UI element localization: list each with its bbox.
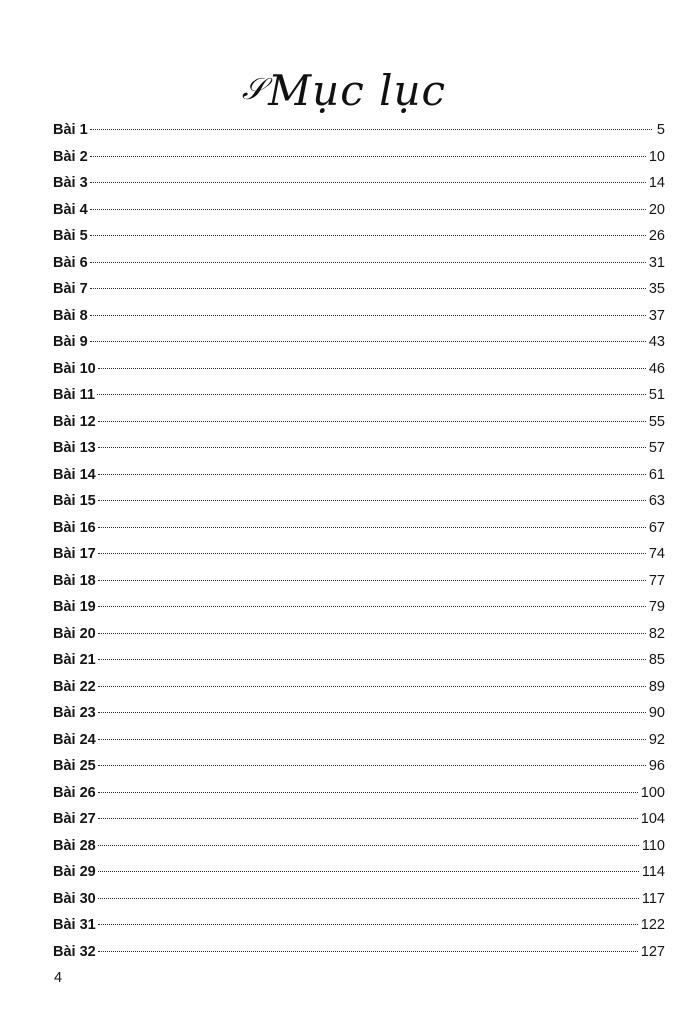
dot-leader [98,818,638,819]
toc-entry[interactable] [53,117,665,144]
toc-entry[interactable] [53,170,665,197]
dot-leader [97,394,646,395]
dot-leader [90,235,646,236]
dot-leader [98,712,646,713]
toc-entry[interactable] [53,250,665,277]
toc-entry-page: 114 [641,864,665,880]
toc-entry[interactable] [53,515,665,542]
toc-entry-label: Bài 14 [53,466,96,483]
toc-entry-label: Bài 11 [53,387,95,403]
dot-leader [98,898,639,899]
toc-entry-label: Bài 4 [53,201,88,218]
toc-entry-label: Bài 8 [53,307,88,324]
toc-entry-page: 77 [648,572,665,589]
toc-entry-page: 67 [648,519,665,536]
toc-entry-label: Bài 31 [53,917,96,933]
dot-leader [90,156,646,157]
toc-entry-page: 61 [648,466,665,483]
toc-entry-label: Bài 15 [53,493,96,509]
dot-leader [98,553,646,554]
toc-entry[interactable] [53,594,665,621]
toc-entry[interactable] [53,144,665,171]
toc-entry[interactable] [53,382,665,409]
toc-entry[interactable] [53,435,665,462]
toc-entry-label: Bài 9 [53,334,88,350]
toc-entry[interactable] [53,753,665,780]
toc-entry-label: Bài 27 [53,811,96,827]
toc-entry[interactable] [53,833,665,860]
toc-entry[interactable] [53,329,665,356]
page-title [0,66,688,121]
page-number: 4 [54,970,63,986]
dot-leader [90,182,646,183]
toc-entry-label: Bài 21 [53,652,96,668]
toc-entry-page: 35 [648,281,665,297]
toc-entry-page: 82 [648,625,665,642]
dot-leader [98,580,646,581]
toc-entry[interactable] [53,727,665,754]
toc-entry[interactable] [53,806,665,833]
toc-entry-page: 10 [648,148,665,165]
toc-entry[interactable] [53,462,665,489]
toc-entry[interactable] [53,939,665,966]
toc-entry-page: 79 [648,599,665,615]
toc-entry-page: 100 [640,784,665,801]
toc-entry-page: 57 [648,440,665,456]
dot-leader [90,209,646,210]
toc-entry-label: Bài 18 [53,572,96,589]
toc-entry-page: 104 [640,811,665,827]
toc-entry-label: Bài 6 [53,254,88,271]
toc-entry-page: 74 [648,546,665,562]
toc-entry-page: 20 [648,201,665,218]
toc-entry-label: Bài 1 [53,122,88,138]
toc-entry[interactable] [53,303,665,330]
toc-entry-page: 89 [648,678,665,695]
dot-leader [98,368,646,369]
toc-entry-label: Bài 32 [53,943,96,960]
toc-entry-page: 110 [641,837,665,854]
toc-entry[interactable] [53,886,665,913]
toc-entry-page: 37 [648,307,665,324]
dot-leader [98,845,639,846]
toc-entry[interactable] [53,700,665,727]
dot-leader [98,659,646,660]
dot-leader [98,421,646,422]
toc-entry-label: Bài 2 [53,148,88,165]
dot-leader [98,765,646,766]
toc-entry-page: 122 [640,917,665,933]
toc-entry-label: Bài 12 [53,413,96,430]
toc-entry-label: Bài 7 [53,281,88,297]
dot-leader [90,315,646,316]
toc-entry-page: 90 [648,705,665,721]
dot-leader [98,500,646,501]
toc-entry-label: Bài 16 [53,519,96,536]
dot-leader [90,341,646,342]
toc-entry-page: 46 [648,360,665,377]
toc-entry-label: Bài 17 [53,546,96,562]
toc-entry[interactable] [53,621,665,648]
dot-leader [98,951,638,952]
toc-entry-page: 127 [640,943,665,960]
toc-entry[interactable] [53,674,665,701]
toc-entry-page: 63 [648,493,665,509]
toc-entry-label: Bài 24 [53,731,96,748]
toc-entry-page: 5 [656,122,665,138]
toc-entry[interactable] [53,541,665,568]
toc-entry-label: Bài 10 [53,360,96,377]
dot-leader [98,686,646,687]
toc-entry[interactable] [53,859,665,886]
toc-entry-label: Bài 23 [53,705,96,721]
toc-entry-page: 26 [648,228,665,244]
toc-entry-label: Bài 13 [53,440,96,456]
toc-entry-label: Bài 19 [53,599,96,615]
toc-entry-label: Bài 5 [53,228,88,244]
toc-entry-page: 14 [648,175,665,191]
dot-leader [98,527,646,528]
dot-leader [98,474,646,475]
toc-entry-page: 85 [648,652,665,668]
dot-leader [98,792,638,793]
dot-leader [98,871,639,872]
dot-leader [98,924,638,925]
flourish-ornament: 𝒮 [241,72,267,107]
toc-entry-page: 55 [648,413,665,430]
dot-leader [90,262,646,263]
toc-entry-page: 51 [648,387,665,403]
toc-entry-page: 92 [648,731,665,748]
toc-entry[interactable] [53,197,665,224]
toc-entry-label: Bài 30 [53,890,96,907]
dot-leader [90,129,652,130]
toc-entry-label: Bài 20 [53,625,96,642]
toc-entry[interactable] [53,568,665,595]
toc-entry[interactable] [53,276,665,303]
toc-entry-page: 43 [648,334,665,350]
toc-entry-page: 117 [641,890,665,907]
toc-entry[interactable] [53,912,665,939]
table-of-contents [53,117,665,965]
title-text: Mục lục [268,66,447,115]
toc-entry-label: Bài 3 [53,175,88,191]
toc-entry-label: Bài 28 [53,837,96,854]
toc-entry[interactable] [53,488,665,515]
dot-leader [98,447,646,448]
dot-leader [98,633,646,634]
toc-entry-label: Bài 29 [53,864,96,880]
toc-entry[interactable] [53,356,665,383]
toc-entry-page: 31 [648,254,665,271]
toc-entry-label: Bài 22 [53,678,96,695]
toc-entry[interactable] [53,780,665,807]
dot-leader [98,739,646,740]
dot-leader [90,288,646,289]
toc-entry-label: Bài 26 [53,784,96,801]
dot-leader [98,606,646,607]
toc-entry-page: 96 [648,758,665,774]
toc-entry[interactable] [53,409,665,436]
toc-entry[interactable] [53,223,665,250]
toc-entry-label: Bài 25 [53,758,96,774]
toc-entry[interactable] [53,647,665,674]
